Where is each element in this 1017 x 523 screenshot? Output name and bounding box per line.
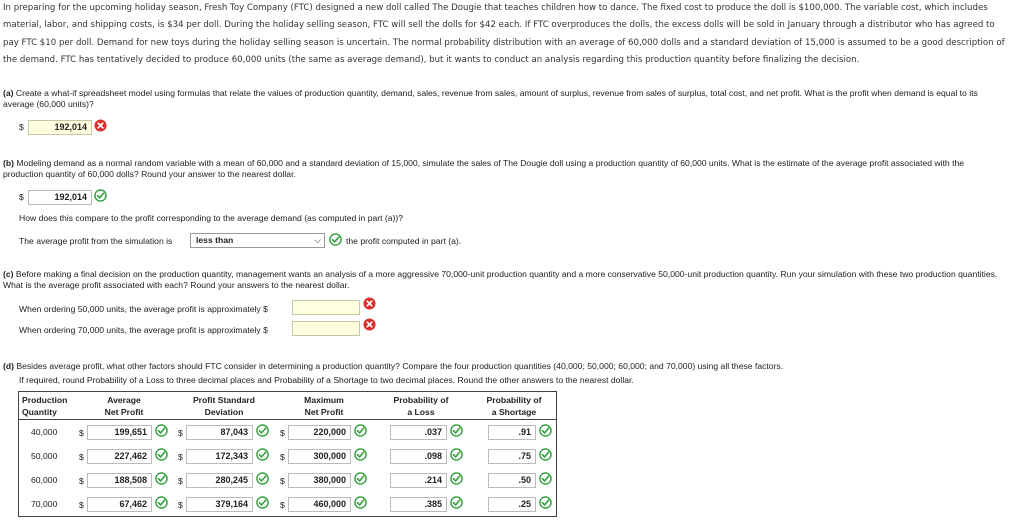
part-b-answer-input[interactable]: 192,014 bbox=[28, 190, 92, 205]
check-circle-icon bbox=[256, 424, 269, 437]
loss-answer-input[interactable]: .214 bbox=[390, 473, 447, 488]
part-a-question bbox=[3, 88, 1003, 110]
part-c-label: (c) bbox=[3, 269, 14, 279]
check-circle-icon bbox=[155, 496, 168, 509]
currency-symbol: $ bbox=[79, 476, 84, 486]
short-answer-input[interactable]: .25 bbox=[488, 497, 536, 512]
part-b-compare-select[interactable] bbox=[190, 233, 325, 248]
part-c-answer-50000-input[interactable] bbox=[292, 300, 360, 315]
check-circle-icon bbox=[256, 448, 269, 461]
loss-answer-input[interactable]: .385 bbox=[390, 497, 447, 512]
check-circle-icon bbox=[155, 472, 168, 485]
check-circle-icon bbox=[450, 448, 463, 461]
avg-answer-input[interactable]: 199,651 bbox=[87, 425, 152, 440]
header-profit-std-dev: Profit Standard Deviation bbox=[192, 395, 256, 417]
part-d-instruction: If required, round Probability of a Loss to three decimal places and Probability of a Shortage to two decimal places. Round the other answers to the nearest dollar. bbox=[19, 375, 634, 385]
part-a-currency: $ bbox=[19, 122, 24, 132]
std-answer-input[interactable]: 87,043 bbox=[186, 425, 253, 440]
check-circle-icon bbox=[354, 424, 367, 437]
part-b-compare-selected: less than bbox=[196, 235, 234, 245]
avg-answer-input[interactable]: 67,462 bbox=[87, 497, 152, 512]
production-quantity-cell: 40,000 bbox=[31, 427, 58, 437]
check-circle-icon bbox=[94, 189, 107, 202]
check-circle-icon bbox=[329, 233, 342, 246]
part-a-answer-input[interactable]: 192,014 bbox=[28, 120, 92, 135]
header-probability-loss: Probability of a Loss bbox=[393, 395, 449, 417]
production-quantity-cell: 70,000 bbox=[31, 499, 58, 509]
part-c-text: Before making a final decision on the production quantity, management wants an analysis of a more aggressive 70,000-unit production quantity and a more conservative 50,000-unit production quantity. Run your simulation with these two production quantities. What is the average profit associated with each? Round your answers to the nearest dollar. bbox=[3, 269, 998, 290]
max-answer-input[interactable]: 460,000 bbox=[288, 497, 351, 512]
check-circle-icon bbox=[155, 424, 168, 437]
check-circle-icon bbox=[539, 496, 552, 509]
part-b-text: Modeling demand as a normal random variable with a mean of 60,000 and a standard deviation of 15,000, simulate the sales of The Dougie doll using a production quantity of 60,000 units. What is the estimate of the average profit associated with the production quantity of 60,000 dolls? Round your answer to the nearest dollar. bbox=[3, 158, 965, 179]
part-b-compare-suffix: the profit computed in part (a). bbox=[346, 236, 462, 246]
loss-answer-input[interactable]: .037 bbox=[390, 425, 447, 440]
currency-symbol: $ bbox=[79, 428, 84, 438]
std-answer-input[interactable]: 280,245 bbox=[186, 473, 253, 488]
part-c-line-70000: When ordering 70,000 units, the average profit is approximately $ bbox=[19, 325, 268, 335]
currency-symbol: $ bbox=[178, 476, 183, 486]
results-table bbox=[18, 391, 557, 517]
max-answer-input[interactable]: 220,000 bbox=[288, 425, 351, 440]
x-circle-icon bbox=[363, 297, 376, 310]
part-d-question bbox=[3, 361, 1003, 372]
currency-symbol: $ bbox=[178, 428, 183, 438]
currency-symbol: $ bbox=[178, 500, 183, 510]
header-probability-shortage: Probability of a Shortage bbox=[486, 395, 542, 417]
check-circle-icon bbox=[354, 472, 367, 485]
std-answer-input[interactable]: 379,164 bbox=[186, 497, 253, 512]
currency-symbol: $ bbox=[178, 452, 183, 462]
part-d-text: Besides average profit, what other factors should FTC consider in determining a production quantity? Compare the four production quantities (40,000; 50,000; 60,000; and 70,000) using all these factors. bbox=[16, 361, 784, 371]
check-circle-icon bbox=[354, 496, 367, 509]
part-a-label: (a) bbox=[3, 88, 14, 98]
loss-answer-input[interactable]: .098 bbox=[390, 449, 447, 464]
part-c-line-50000: When ordering 50,000 units, the average profit is approximately $ bbox=[19, 304, 268, 314]
part-b-compare-question: How does this compare to the profit corresponding to the average demand (as computed in part (a))? bbox=[19, 213, 404, 223]
part-c-answer-70000-input[interactable] bbox=[292, 321, 360, 336]
header-divider bbox=[19, 419, 556, 420]
problem-intro: In preparing for the upcoming holiday season, Fresh Toy Company (FTC) designed a new doll called The Dougie that teaches children how to dance. The fixed cost to produce the doll is $100,000. The variable cost, which includes material, labor, and shipping costs, is $34 per doll. During the holiday selling season, FTC will sell the dolls for $42 each. If FTC overproduces the dolls, the excess dolls will be sold in January through a distributor who has agreed to pay FTC $10 per doll. Demand for new toys during the holiday selling season is uncertain. The normal probability distribution with an average of 60,000 dolls and a standard deviation of 15,000 is assumed to be a good description of the demand. FTC has tentatively decided to produce 60,000 units (the same as average demand), but it wants to conduct an analysis regarding this production quantity before finalizing the decision. bbox=[3, 3, 1005, 66]
check-circle-icon bbox=[450, 496, 463, 509]
chevron-down-icon: ⌵ bbox=[314, 235, 321, 245]
check-circle-icon bbox=[450, 424, 463, 437]
production-quantity-cell: 50,000 bbox=[31, 451, 58, 461]
check-circle-icon bbox=[539, 448, 552, 461]
std-answer-input[interactable]: 172,343 bbox=[186, 449, 253, 464]
header-maximum-net-profit: Maximum Net Profit bbox=[304, 395, 344, 417]
avg-answer-input[interactable]: 227,462 bbox=[87, 449, 152, 464]
currency-symbol: $ bbox=[280, 428, 285, 438]
check-circle-icon bbox=[539, 472, 552, 485]
check-circle-icon bbox=[256, 472, 269, 485]
currency-symbol: $ bbox=[79, 500, 84, 510]
check-circle-icon bbox=[354, 448, 367, 461]
short-answer-input[interactable]: .75 bbox=[488, 449, 536, 464]
avg-answer-input[interactable]: 188,508 bbox=[87, 473, 152, 488]
part-b-compare-prefix: The average profit from the simulation is bbox=[19, 236, 173, 246]
check-circle-icon bbox=[256, 496, 269, 509]
part-b-label: (b) bbox=[3, 158, 14, 168]
part-d-label: (d) bbox=[3, 361, 14, 371]
currency-symbol: $ bbox=[280, 452, 285, 462]
max-answer-input[interactable]: 300,000 bbox=[288, 449, 351, 464]
currency-symbol: $ bbox=[280, 500, 285, 510]
x-circle-icon bbox=[363, 318, 376, 331]
header-average-net-profit: Average Net Profit bbox=[104, 395, 144, 417]
check-circle-icon bbox=[155, 448, 168, 461]
part-b-currency: $ bbox=[19, 192, 24, 202]
x-circle-icon bbox=[94, 119, 107, 132]
short-answer-input[interactable]: .50 bbox=[488, 473, 536, 488]
production-quantity-cell: 60,000 bbox=[31, 475, 58, 485]
check-circle-icon bbox=[450, 472, 463, 485]
short-answer-input[interactable]: .91 bbox=[488, 425, 536, 440]
header-production-quantity: Production Quantity bbox=[22, 395, 68, 417]
max-answer-input[interactable]: 380,000 bbox=[288, 473, 351, 488]
part-a-text: Create a what-if spreadsheet model using formulas that relate the values of production quantity, demand, sales, revenue from sales, amount of surplus, revenue from sales of surplus, total cost, and net profit. What is the profit when demand is equal to its average (60,000 units)? bbox=[3, 88, 978, 109]
part-c-question bbox=[3, 269, 1015, 291]
currency-symbol: $ bbox=[280, 476, 285, 486]
part-b-question bbox=[3, 158, 1003, 180]
currency-symbol: $ bbox=[79, 452, 84, 462]
check-circle-icon bbox=[539, 424, 552, 437]
